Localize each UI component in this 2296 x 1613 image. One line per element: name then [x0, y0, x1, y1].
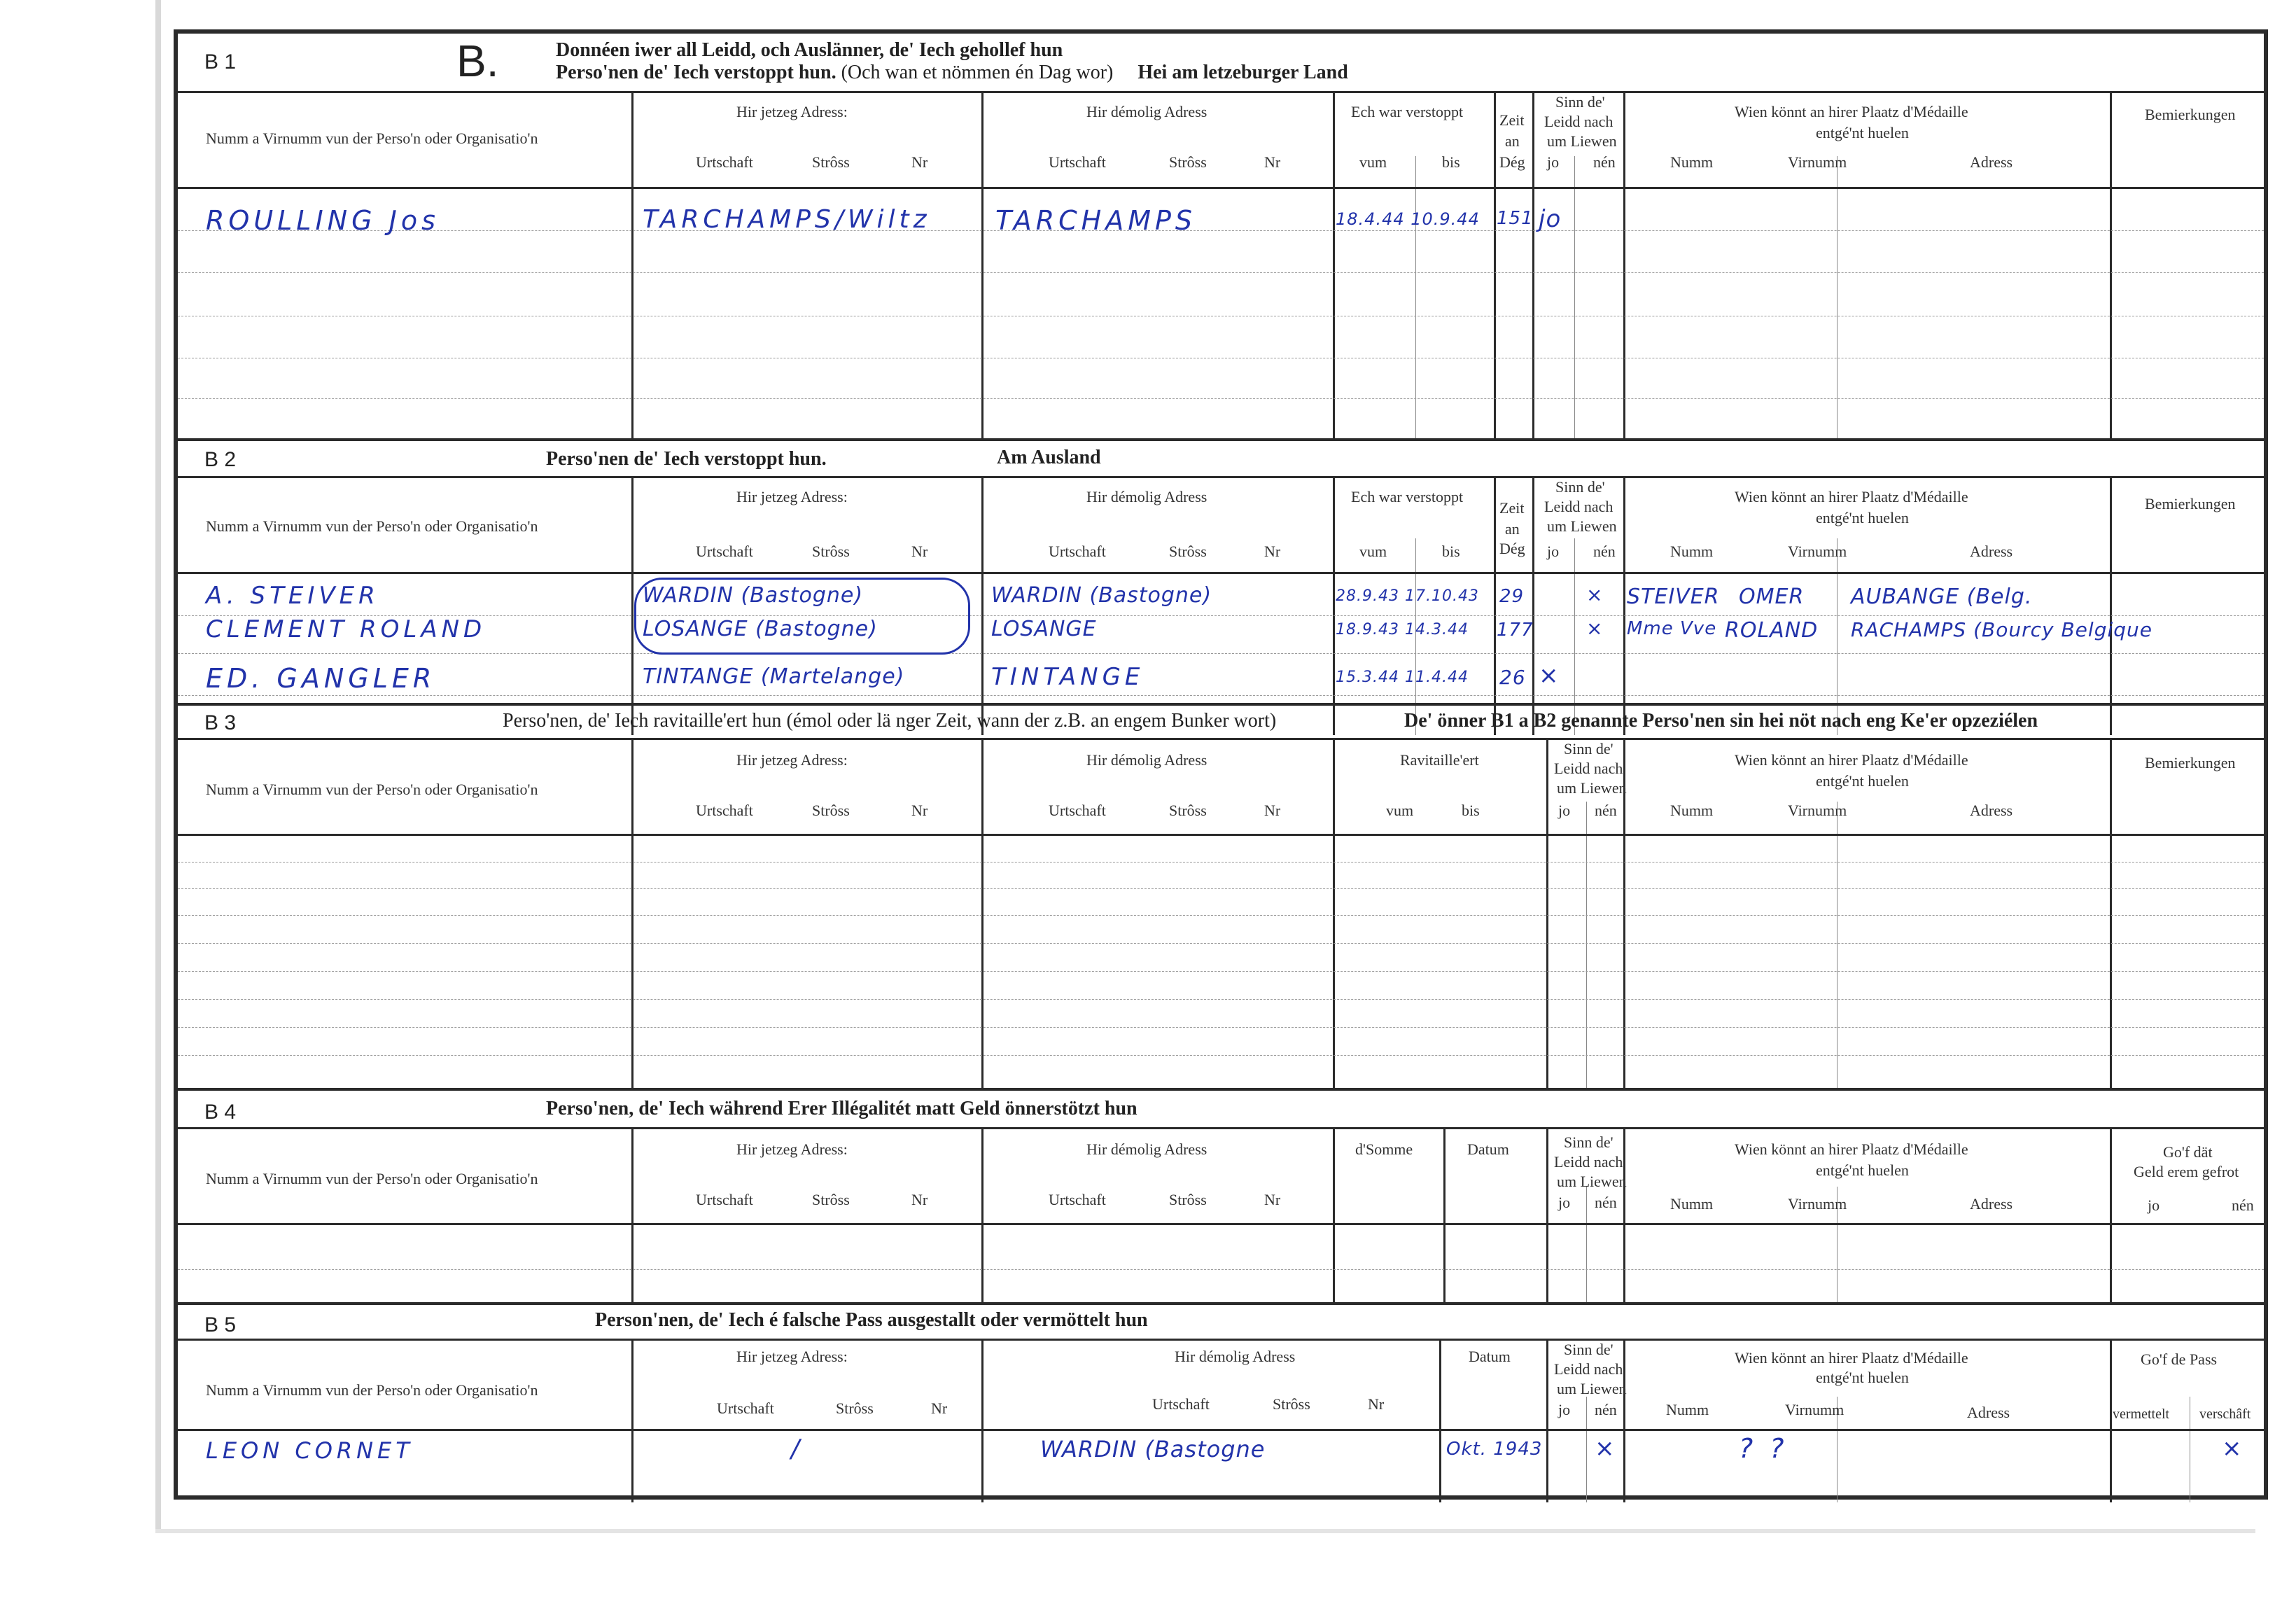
header-previous-address: Hir démolig Adress — [1086, 103, 1208, 120]
header-urtschaft: Urtschaft — [696, 802, 753, 819]
section-title: Perso'nen de' Iech verstoppt hun. — [546, 448, 827, 470]
header-urtschaft: Urtschaft — [696, 153, 753, 171]
entry-jo: jo — [1539, 205, 1562, 233]
header-current-address: Hir jetzeg Adress: — [736, 103, 848, 120]
header-vum: vum — [1359, 153, 1387, 171]
entry-days: 29 — [1499, 586, 1525, 607]
entry-previous-address: WARDIN (Bastogne — [1040, 1436, 1266, 1462]
header-bis: bis — [1442, 153, 1460, 171]
header-jo: jo — [2148, 1196, 2160, 1214]
header-name: Numm a Virnumm vun der Perso'n oder Organisatio'n — [206, 1170, 538, 1187]
paper-edge — [155, 0, 161, 1533]
entry-name: A. STEIVER — [206, 582, 379, 610]
header-virnumm: Virnumm — [1785, 1401, 1844, 1418]
section-title: Donnéen iwer all Leidd, och Auslänner, de' Iech gehollef hun — [556, 39, 1063, 61]
header-urtschaft: Urtschaft — [1152, 1395, 1210, 1413]
header-liewen: um Liewen — [1557, 779, 1627, 797]
header-stross: Strôss — [812, 153, 850, 171]
header-numm: Numm — [1670, 153, 1714, 171]
header-virnumm: Virnumm — [1788, 1195, 1847, 1213]
header-leidd: Leidd nach — [1554, 1360, 1623, 1378]
medal-name: STEIVER — [1627, 585, 1720, 609]
subtitle-part: Perso'nen de' Iech verstoppt hun. — [556, 62, 836, 83]
subtitle-note: (Och wan et nömmen én Dag wor) — [841, 62, 1114, 83]
entry-previous-address: TINTANGE — [991, 663, 1144, 691]
medal-address: AUBANGE (Belg. — [1851, 585, 2033, 609]
header-stross: Strôss — [812, 543, 850, 560]
header-current-address: Hir jetzeg Adress: — [736, 751, 848, 769]
entry-dates: 18.9.43 14.3.44 — [1336, 621, 1469, 638]
header-medal: Wien könnt an hirer Plaatz d'Médaille — [1735, 103, 1968, 120]
header-nen: nén — [1595, 1194, 1617, 1211]
header-adress: Adress — [1970, 153, 2013, 171]
entry-dates: 18.4.44 10.9.44 — [1336, 209, 1480, 229]
entry-current-address: TINTANGE (Martelange) — [643, 664, 905, 689]
header-virnumm: Virnumm — [1788, 153, 1847, 171]
header-liewen: um Liewen — [1557, 1173, 1627, 1190]
header-medal: Wien könnt an hirer Plaatz d'Médaille — [1735, 488, 1968, 505]
header-bis: bis — [1462, 802, 1480, 819]
entry-nen: × — [1595, 1434, 1616, 1462]
section-b4-grid — [178, 1127, 2264, 1305]
header-nr: Nr — [1264, 543, 1281, 560]
header-nen: nén — [2232, 1196, 2254, 1214]
header-medal-2: entgé'nt huelen — [1816, 509, 1909, 526]
section-code: B 2 — [204, 448, 237, 471]
header-vermettelt: vermettelt — [2113, 1406, 2170, 1422]
header-nr: Nr — [1264, 153, 1281, 171]
header-nen: nén — [1593, 543, 1616, 560]
header-urtschaft: Urtschaft — [1049, 153, 1106, 171]
header-virnumm: Virnumm — [1788, 802, 1847, 819]
title-part: Perso'nen, de' Iech ravitaille'ert hun — [503, 710, 782, 732]
entry-current-address: TARCHAMPS/Wiltz — [643, 205, 931, 234]
section-b1-grid — [178, 91, 2264, 438]
entry-previous-address: LOSANGE — [991, 617, 1097, 641]
medal-first-name: OMER — [1739, 585, 1805, 609]
header-name: Numm a Virnumm vun der Perso'n oder Organisatio'n — [206, 1381, 538, 1399]
entry-name: ROULLING Jos — [206, 205, 440, 236]
entry-name: LEON CORNET — [206, 1437, 414, 1464]
entry-days: 26 — [1499, 666, 1526, 689]
header-medal: Wien könnt an hirer Plaatz d'Médaille — [1735, 751, 1968, 769]
header-vum: vum — [1386, 802, 1414, 819]
header-leidd: Leidd nach — [1544, 498, 1614, 515]
header-stross: Strôss — [1273, 1395, 1310, 1413]
header-numm: Numm — [1670, 543, 1714, 560]
section-title — [503, 710, 1276, 732]
section-location: Am Ausland — [997, 447, 1101, 468]
paper-bottom-edge — [155, 1529, 2255, 1533]
header-stross: Strôss — [1169, 802, 1207, 819]
header-numm: Numm — [1666, 1401, 1709, 1418]
header-nr: Nr — [911, 153, 928, 171]
header-virnumm: Virnumm — [1788, 543, 1847, 560]
header-urtschaft: Urtschaft — [696, 543, 753, 560]
header-liewen: um Liewen — [1547, 517, 1617, 535]
header-nr: Nr — [911, 543, 928, 560]
header-previous-address: Hir démolig Adress — [1086, 488, 1208, 505]
section-instruction: De' önner B1 a B2 genannte Perso'nen sin hei nöt nach eng Ke'er opzeziélen — [1404, 710, 2038, 732]
header-leidd: Leidd nach — [1554, 760, 1623, 777]
header-remarks: Bemierkungen — [2145, 495, 2236, 512]
header-hidden: Ech war verstoppt — [1351, 103, 1464, 120]
section-title: Perso'nen, de' Iech während Erer Illégalitét matt Geld önnerstötzt hun — [546, 1098, 1138, 1119]
header-pass: Go'f de Pass — [2141, 1350, 2218, 1368]
header-hidden: Ech war verstoppt — [1351, 488, 1464, 505]
header-current-address: Hir jetzeg Adress: — [736, 1140, 848, 1158]
header-medal-2: entgé'nt huelen — [1816, 1369, 1909, 1386]
header-vum: vum — [1359, 543, 1387, 560]
header-liewen: um Liewen — [1557, 1380, 1627, 1397]
title-note: (émol oder lä nger Zeit, wann der z.B. an engem Bunker wort) — [786, 710, 1277, 732]
header-stross: Strôss — [812, 802, 850, 819]
header-zeit-deg: Dég — [1499, 540, 1525, 557]
header-medal-2: entgé'nt huelen — [1816, 124, 1909, 141]
header-urtschaft: Urtschaft — [717, 1399, 774, 1417]
header-stross: Strôss — [1169, 1191, 1207, 1208]
header-jo: jo — [1558, 1194, 1571, 1211]
entry-days: 177 — [1497, 620, 1534, 641]
header-geld-2: Geld erem gefrot — [2134, 1163, 2239, 1180]
entry-nen: × — [1586, 583, 1604, 606]
header-sinn: Sinn de' — [1564, 1341, 1614, 1358]
header-stross: Strôss — [812, 1191, 850, 1208]
section-b3 — [178, 703, 2264, 1088]
entry-current-address: / — [791, 1434, 801, 1463]
section-title: Person'nen, de' Iech é falsche Pass ausgestallt oder vermöttelt hun — [595, 1309, 1148, 1331]
header-datum: Datum — [1469, 1348, 1511, 1365]
header-datum: Datum — [1467, 1140, 1509, 1158]
section-code: B 3 — [204, 711, 237, 734]
medal-name: Mme Vve — [1627, 618, 1717, 639]
header-urtschaft: Urtschaft — [1049, 543, 1106, 560]
header-name: Numm a Virnumm vun der Perso'n oder Organisatio'n — [206, 130, 538, 147]
entry-previous-address: WARDIN (Bastogne) — [991, 583, 1212, 608]
section-code: B 5 — [204, 1313, 237, 1336]
header-sinn: Sinn de' — [1555, 478, 1605, 496]
header-leidd: Leidd nach — [1544, 113, 1614, 130]
header-urtschaft: Urtschaft — [1049, 1191, 1106, 1208]
section-b5 — [178, 1302, 2264, 1500]
header-urtschaft: Urtschaft — [1049, 802, 1106, 819]
header-nr: Nr — [911, 1191, 928, 1208]
header-previous-address: Hir démolig Adress — [1086, 1140, 1208, 1158]
header-nr: Nr — [931, 1399, 948, 1417]
header-nen: nén — [1595, 802, 1617, 819]
entry-dates: 15.3.44 11.4.44 — [1336, 669, 1469, 686]
subtitle-location: Hei am letzeburger Land — [1138, 62, 1348, 83]
entry-verschaft: × — [2222, 1434, 2243, 1462]
header-adress: Adress — [1970, 1195, 2013, 1213]
medal-address: RACHAMPS (Bourcy Belgique — [1851, 618, 2152, 641]
header-stross: Strôss — [1169, 153, 1207, 171]
header-medal-2: entgé'nt huelen — [1816, 1161, 1909, 1179]
header-nen: nén — [1593, 153, 1616, 171]
header-geld: Go'f dät — [2163, 1143, 2213, 1161]
header-nr: Nr — [1264, 802, 1281, 819]
header-nr: Nr — [1264, 1191, 1281, 1208]
entry-current-address: WARDIN (Bastogne) — [643, 583, 864, 608]
header-bis: bis — [1442, 543, 1460, 560]
header-liewen: um Liewen — [1547, 132, 1617, 150]
medal-first-name: ROLAND — [1725, 618, 1819, 643]
entry-days: 151 — [1497, 208, 1534, 229]
header-nr: Nr — [1368, 1395, 1385, 1413]
header-zeit-deg: Dég — [1499, 153, 1525, 171]
header-zeit: Zeit — [1499, 111, 1525, 129]
header-urtschaft: Urtschaft — [696, 1191, 753, 1208]
entry-date: Okt. 1943 — [1446, 1439, 1543, 1460]
section-b2 — [178, 438, 2264, 732]
section-b2-grid — [178, 476, 2264, 735]
header-jo: jo — [1547, 153, 1560, 171]
header-medal: Wien könnt an hirer Plaatz d'Médaille — [1735, 1349, 1968, 1367]
form-frame — [174, 29, 2268, 1500]
header-somme: d'Somme — [1355, 1140, 1413, 1158]
header-remarks: Bemierkungen — [2145, 754, 2236, 771]
header-ravitailleert: Ravitaille'ert — [1400, 751, 1479, 769]
header-jo: jo — [1558, 802, 1571, 819]
header-name: Numm a Virnumm vun der Perso'n oder Organisatio'n — [206, 517, 538, 535]
header-sinn: Sinn de' — [1555, 93, 1605, 111]
header-current-address: Hir jetzeg Adress: — [736, 488, 848, 505]
entry-name: ED. GANGLER — [206, 663, 436, 694]
section-b1 — [178, 34, 2264, 438]
section-b4 — [178, 1088, 2264, 1302]
header-stross: Strôss — [836, 1399, 874, 1417]
header-medal: Wien könnt an hirer Plaatz d'Médaille — [1735, 1140, 1968, 1158]
header-previous-address: Hir démolig Adress — [1175, 1348, 1296, 1365]
header-leidd: Leidd nach — [1554, 1153, 1623, 1171]
header-zeit-an: an — [1505, 520, 1520, 538]
section-b3-grid — [178, 738, 2264, 1091]
header-numm: Numm — [1670, 1195, 1714, 1213]
header-verschaft: verschâft — [2199, 1406, 2251, 1422]
section-code: B 4 — [204, 1101, 237, 1124]
header-current-address: Hir jetzeg Adress: — [736, 1348, 848, 1365]
header-nen: nén — [1595, 1401, 1617, 1418]
section-letter: B. — [456, 36, 499, 86]
header-jo: jo — [1547, 543, 1560, 560]
header-sinn: Sinn de' — [1564, 1133, 1614, 1151]
header-jo: jo — [1558, 1401, 1571, 1418]
header-sinn: Sinn de' — [1564, 740, 1614, 757]
section-b5-grid — [178, 1339, 2264, 1502]
section-code: B 1 — [204, 50, 237, 74]
header-adress: Adress — [1970, 543, 2013, 560]
header-zeit: Zeit — [1499, 499, 1525, 517]
entry-jo: × — [1539, 662, 1560, 690]
section-subtitle — [556, 62, 1348, 84]
header-adress: Adress — [1970, 802, 2013, 819]
entry-previous-address: TARCHAMPS — [995, 205, 1197, 236]
header-adress: Adress — [1967, 1404, 2010, 1421]
header-remarks: Bemierkungen — [2145, 106, 2236, 123]
entry-dates: 28.9.43 17.10.43 — [1336, 587, 1479, 605]
entry-name: CLEMENT ROLAND — [206, 615, 486, 643]
header-nr: Nr — [911, 802, 928, 819]
header-stross: Strôss — [1169, 543, 1207, 560]
entry-nen: × — [1586, 617, 1604, 640]
header-name: Numm a Virnumm vun der Perso'n oder Organisatio'n — [206, 781, 538, 798]
header-medal-2: entgé'nt huelen — [1816, 772, 1909, 790]
entry-current-address: LOSANGE (Bastogne) — [643, 617, 878, 641]
medal-entry: ? ? — [1739, 1433, 1788, 1464]
header-numm: Numm — [1670, 802, 1714, 819]
header-zeit-an: an — [1505, 132, 1520, 150]
header-previous-address: Hir démolig Adress — [1086, 751, 1208, 769]
